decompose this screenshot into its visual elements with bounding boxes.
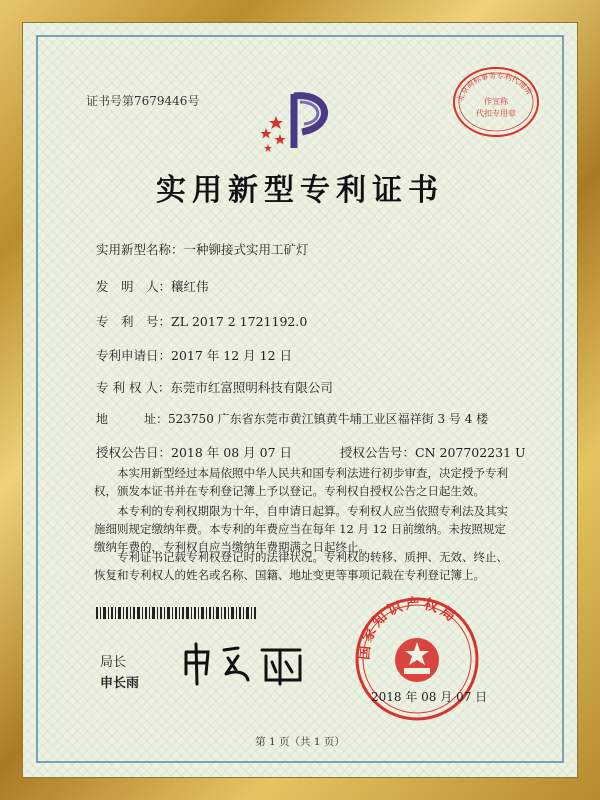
field-label: 发 明 人： — [96, 279, 172, 294]
field-address — [96, 410, 488, 427]
field-value: CN 207702231 U — [415, 445, 526, 460]
agency-stamp-arc: 北京商标事务专利代理所 — [455, 70, 534, 103]
agency-stamp — [448, 62, 544, 142]
patent-office-logo — [254, 82, 348, 160]
certificate-number: 证书号第7679446号 — [86, 94, 200, 108]
field-value: 2017 年 12 月 12 日 — [171, 348, 293, 363]
field-label: 地 址： — [96, 412, 169, 426]
certificate-title: 实用新型专利证书 — [156, 173, 444, 208]
field-patent-number — [96, 312, 307, 330]
field-value: 穰红伟 — [171, 279, 209, 294]
field-grant-number — [340, 443, 526, 461]
field-label: 专利申请日： — [96, 348, 172, 363]
director-name: 申长雨 — [100, 676, 140, 691]
signature — [176, 640, 316, 686]
field-label: 专 利 号： — [96, 314, 172, 329]
seal-text: 国家知识产权局 — [356, 595, 461, 661]
field-value: ZL 2017 2 1721192.0 — [171, 314, 308, 329]
paragraph-1: 本实用新型经过本局依照中华人民共和国专利法进行初步审查，决定授予专利权，颁发本证书并在专利登记簿上予以登记。专利权自授权公告之日起生效。 — [94, 466, 508, 498]
field-label: 专 利 权 人： — [96, 380, 171, 395]
field-value: 2018 年 08 月 07 日 — [171, 445, 293, 460]
director-title: 局长 — [100, 655, 127, 670]
field-filing-date — [96, 346, 292, 364]
field-label: 授权公告号： — [340, 445, 416, 460]
field-utility-model-name — [96, 240, 309, 258]
field-label: 授权公告日： — [96, 445, 172, 460]
seal-date: 2018 年 08 月 07 日 — [371, 690, 488, 704]
paragraph-3: 专利证书记载专利权登记时的法律状况。专利权的转移、质押、无效、终止、恢复和专利权人的姓名或名称、国籍、地址变更等事项记载在专利登记簿上。 — [94, 550, 508, 582]
page-footer: 第 1 页（共 1 页） — [255, 736, 345, 748]
field-patentee — [96, 378, 333, 396]
field-inventor — [96, 277, 209, 295]
field-grant-date — [96, 443, 292, 461]
field-value: 523750 广东省东莞市黄江镇黄牛埔工业区福祥街 3 号 4 楼 — [168, 412, 489, 426]
agency-stamp-line2: 代扣专用章 — [476, 109, 516, 118]
field-value: 东莞市红富照明科技有限公司 — [170, 380, 333, 395]
barcode — [96, 607, 256, 619]
field-value: 一种铆接式实用工矿灯 — [183, 242, 309, 257]
field-label: 实用新型名称： — [96, 242, 184, 257]
paragraph-2: 本专利的专利权期限为十年，自申请日起算。专利权人应当依照专利法及其实施细则规定缴纳年费。本专利的年费应当在每年 12 月 12 日前缴纳。未按照规定缴纳年费的，专利权自应当缴纳年费期满之日起终止。 — [94, 504, 508, 554]
agency-stamp-line1: 作宣称 — [484, 97, 508, 106]
